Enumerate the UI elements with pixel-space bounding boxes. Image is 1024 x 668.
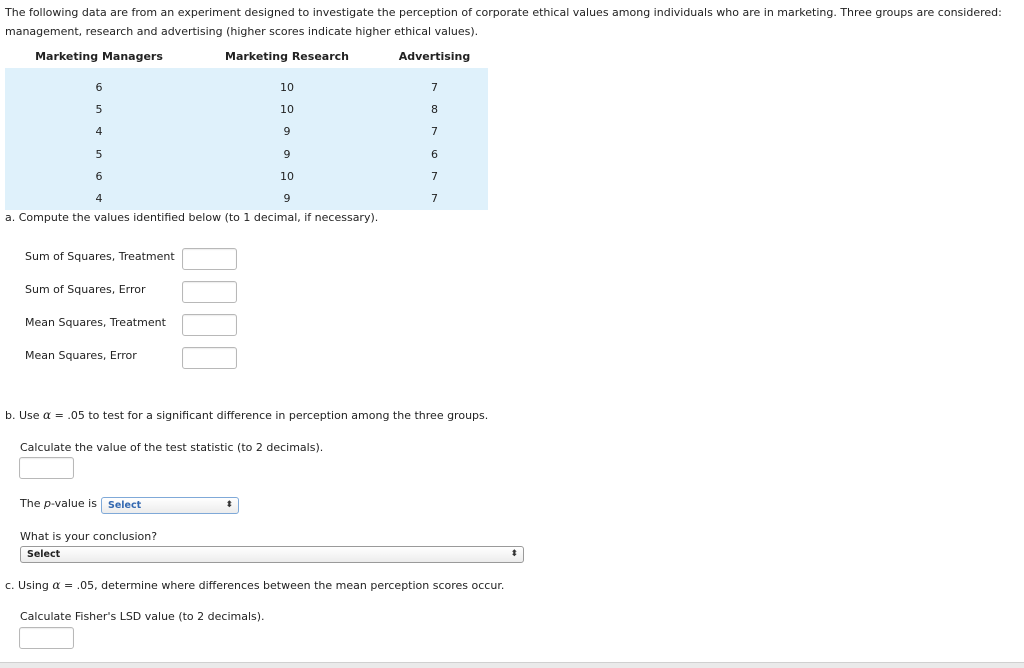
p-value-label <box>20 497 97 511</box>
table-cell: 5 <box>95 102 103 116</box>
test-statistic-prompt: Calculate the value of the test statistic (to 2 decimals). <box>20 441 324 454</box>
ms-treatment-input[interactable] <box>182 314 237 336</box>
table-cell: 6 <box>431 147 438 161</box>
table-row <box>5 143 488 165</box>
table-cell: 4 <box>95 125 103 139</box>
lsd-input[interactable] <box>19 627 74 649</box>
conclusion-select[interactable] <box>20 546 524 563</box>
part-c-prefix: c. Using <box>5 579 49 592</box>
test-statistic-input[interactable] <box>19 457 74 479</box>
ms-error-label: Mean Squares, Error <box>25 349 137 362</box>
table-cell: 10 <box>280 102 294 116</box>
header-advertising: Advertising <box>381 44 488 68</box>
part-b-prompt <box>5 408 488 423</box>
table-header-row <box>5 44 488 68</box>
conclusion-prompt: What is your conclusion? <box>20 530 158 543</box>
p-value-select-label: Select <box>108 500 142 511</box>
ss-treatment-input[interactable] <box>182 248 237 270</box>
ms-treatment-label: Mean Squares, Treatment <box>25 316 166 329</box>
alpha-symbol: α <box>43 408 52 422</box>
p-value-select[interactable] <box>101 497 239 514</box>
header-marketing-managers: Marketing Managers <box>5 44 193 68</box>
header-marketing-research: Marketing Research <box>193 44 381 68</box>
table-cell: 7 <box>431 80 438 94</box>
table-cell: 5 <box>95 147 103 161</box>
table-cell: 9 <box>283 192 291 206</box>
table-cell: 6 <box>95 169 103 183</box>
table-cell: 9 <box>283 147 291 161</box>
window-bottom-edge <box>0 662 1024 668</box>
ss-error-input[interactable] <box>182 281 237 303</box>
lsd-prompt: Calculate Fisher's LSD value (to 2 decimals). <box>20 610 265 623</box>
p-value-suffix: -value is <box>50 497 97 510</box>
ss-error-label: Sum of Squares, Error <box>25 283 146 296</box>
table-cell: 9 <box>283 125 291 139</box>
table-cell: 4 <box>95 192 103 206</box>
problem-intro <box>5 3 1015 41</box>
select-arrow-icon: ⬍ <box>510 549 518 559</box>
select-arrow-icon: ⬍ <box>225 500 233 510</box>
table-cell: 6 <box>95 80 103 94</box>
alpha-symbol: α <box>52 578 61 592</box>
p-value-prefix: The <box>20 497 41 510</box>
table-cell: 10 <box>280 80 294 94</box>
conclusion-select-label: Select <box>27 549 61 560</box>
p-value-p: p <box>43 497 51 510</box>
ss-treatment-label: Sum of Squares, Treatment <box>25 250 175 263</box>
part-a-prompt: a. Compute the values identified below (to 1 decimal, if necessary). <box>5 211 379 224</box>
part-c-suffix: = .05, determine where differences between the mean perception scores occur. <box>63 579 505 592</box>
part-b-prefix: b. Use <box>5 409 40 422</box>
table-row <box>5 165 488 187</box>
ms-error-input[interactable] <box>182 347 237 369</box>
table-cell: 10 <box>280 169 294 183</box>
part-c-prompt <box>5 578 504 593</box>
table-row <box>5 76 488 98</box>
table-cell: 8 <box>431 102 438 116</box>
intro-line-2: management, research and advertising (higher scores indicate higher ethical values). <box>5 25 479 38</box>
table-cell: 7 <box>431 169 438 183</box>
table-row <box>5 121 488 143</box>
table-cell: 7 <box>431 125 438 139</box>
data-table <box>5 44 488 210</box>
table-cell: 7 <box>431 192 438 206</box>
table-row <box>5 98 488 120</box>
intro-line-1: The following data are from an experiment designed to investigate the perception of corporate ethical values among individuals who are in marketing. Three groups are considered: <box>5 6 1002 19</box>
table-row <box>5 187 488 209</box>
part-b-suffix: = .05 to test for a significant difference in perception among the three groups. <box>54 409 489 422</box>
